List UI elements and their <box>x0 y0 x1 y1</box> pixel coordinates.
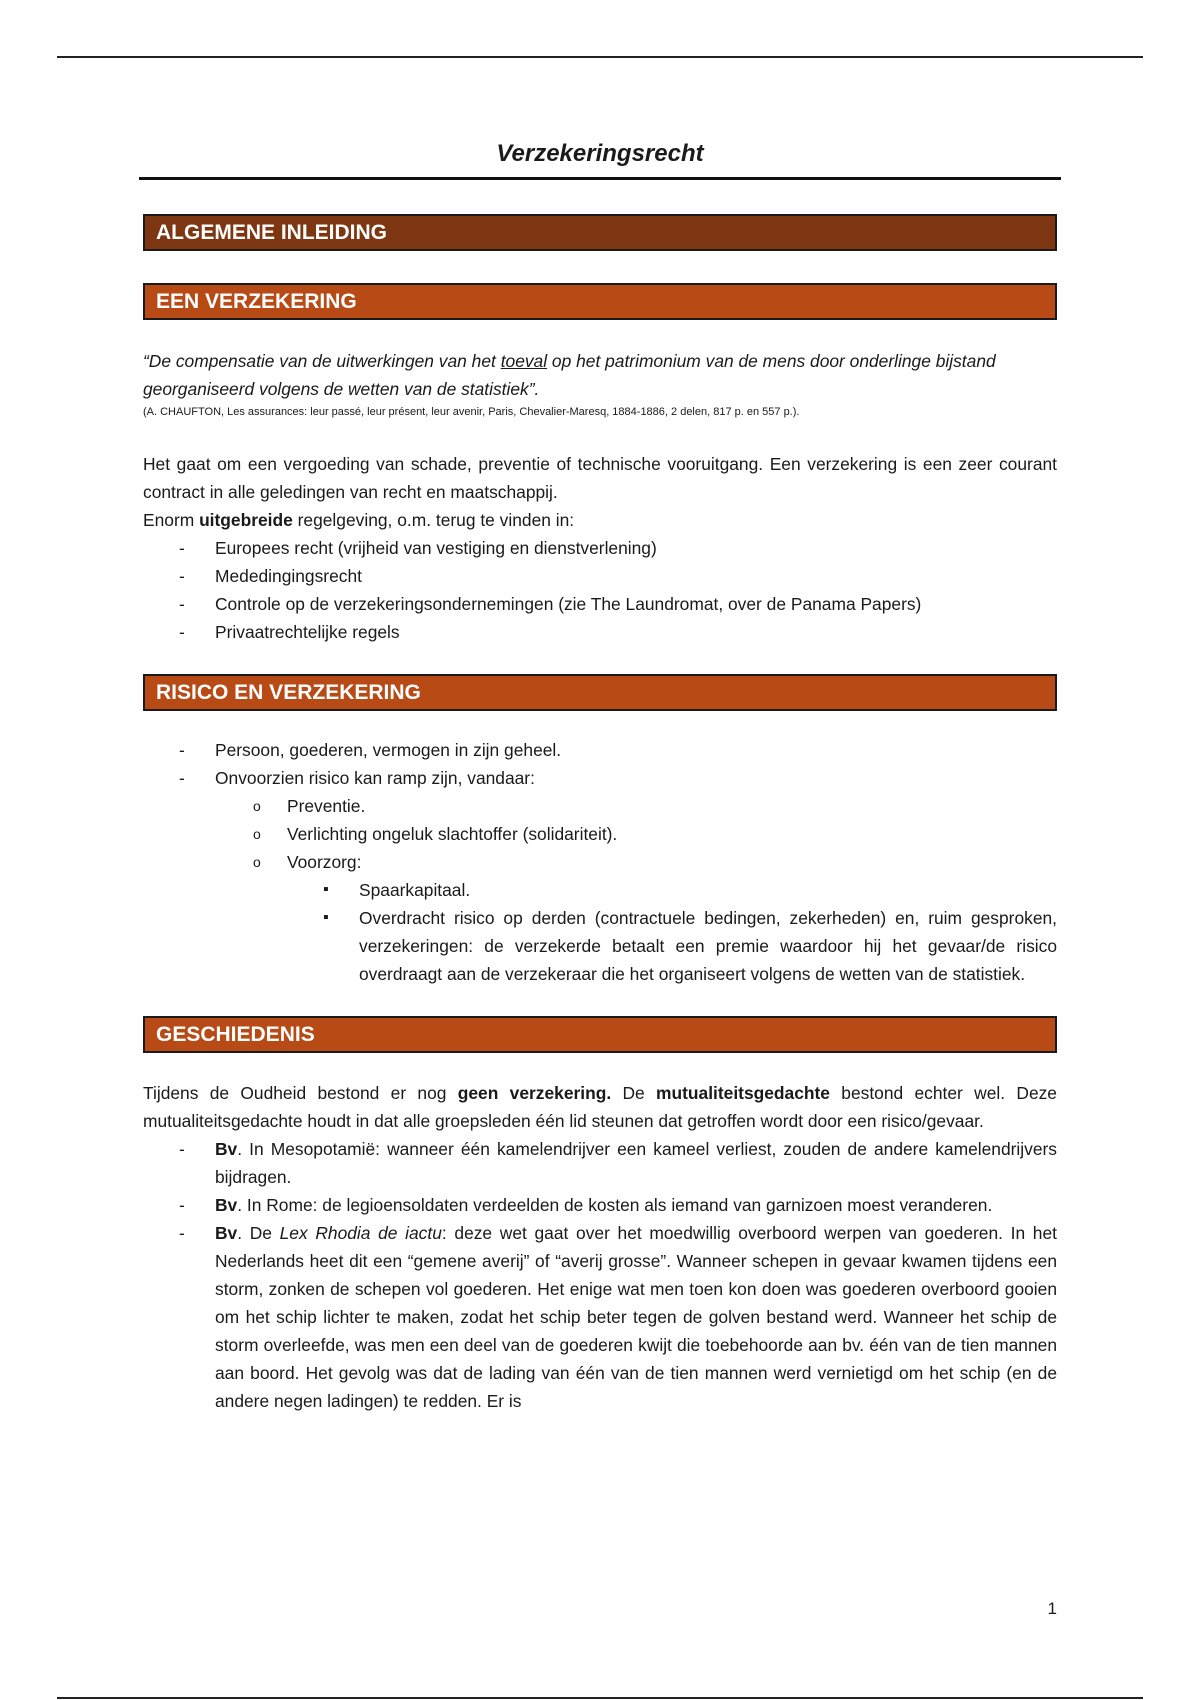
page-number: 1 <box>1047 1599 1057 1618</box>
bold-text: mutualiteitsgedachte <box>656 1083 830 1103</box>
sub-list-item: o Preventie. <box>143 792 1057 820</box>
footer-rule <box>57 1697 1143 1699</box>
quote-source: (A. CHAUFTON, Les assurances: leur passé, leur présent, leur avenir, Paris, Chevalier-Maresq, 1884-1886, 2 delen, 817 p. en 557 p.). <box>143 406 800 418</box>
intro-paragraph: Het gaat om een vergoeding van schade, preventie of technische vooruitgang. Een verzekering is een zeer courant contract in alle geledingen van recht en maatschappij. <box>143 454 1057 502</box>
sub-sub-list-item <box>143 904 1057 988</box>
example-item <box>143 1191 1057 1219</box>
example-text: . In Rome: de legioensoldaten verdeelden de kosten als iemand van garnizoen moest veranderen. <box>237 1195 993 1215</box>
regulation-list <box>143 534 1057 646</box>
italic-law-name: Lex Rhodia de iactu <box>279 1223 442 1243</box>
text: Tijdens de Oudheid bestond er nog <box>143 1083 458 1103</box>
example-item <box>143 1135 1057 1191</box>
heading-een-verzekering: EEN VERZEKERING <box>143 283 1057 320</box>
regulation-paragraph <box>143 506 1057 534</box>
heading-risico-en-verzekering: RISICO EN VERZEKERING <box>143 674 1057 711</box>
text: De <box>611 1083 657 1103</box>
list-item: - Europees recht (vrijheid van vestiging en dienstverlening) <box>143 534 1057 562</box>
history-paragraph <box>143 1079 1057 1135</box>
bv-label: Bv <box>215 1195 238 1215</box>
bv-label: Bv <box>215 1139 238 1159</box>
bold-text: geen verzekering. <box>457 1083 612 1103</box>
bold-text: uitgebreide <box>199 510 293 530</box>
sub-sub-list-item-text: ▪ Spaarkapitaal. <box>359 880 471 900</box>
text: bestond echter wel. Deze mutualiteitsgedachte houdt in dat alle groepsleden één lid steunen dat getroffen wordt door een risico/gevaar. <box>143 1083 1057 1131</box>
quote-part: “De compensatie van de uitwerkingen van het <box>143 351 501 371</box>
list-item: - Persoon, goederen, vermogen in zijn geheel. <box>143 736 1057 764</box>
sub-sub-list-item-text: ▪ Overdracht risico op derden (contractuele bedingen, zekerheden) en, ruim gesproken, verzekeringen: de verzekerde betaalt een premie waardoor hij het gevaar/de risico overdraagt aan de verzekeraar die het organiseert volgens de wetten van de statistiek. <box>359 908 1057 984</box>
page-content <box>143 140 1057 1415</box>
text: regelgeving, o.m. terug te vinden in: <box>292 510 575 530</box>
sub-list-item: o Verlichting ongeluk slachtoffer (solidariteit). <box>143 820 1057 848</box>
text: Enorm <box>143 510 200 530</box>
example-item <box>143 1219 1057 1415</box>
history-examples <box>143 1135 1057 1415</box>
list-item: - Controle op de verzekeringsondernemingen (zie The Laundromat, over de Panama Papers) <box>143 590 1057 618</box>
sub-list <box>215 792 1057 988</box>
list-item-text: Onvoorzien risico kan ramp zijn, vandaar: <box>215 768 535 788</box>
list-item <box>143 764 1057 988</box>
risk-list <box>143 736 1057 988</box>
heading-geschiedenis: GESCHIEDENIS <box>143 1016 1057 1053</box>
header-rule <box>57 56 1143 58</box>
sub-list-item <box>143 848 1057 988</box>
definition-quote <box>143 347 1057 403</box>
sub-list-item-text: Voorzorg: <box>287 852 362 872</box>
example-text: : deze wet gaat over het moedwillig overboord werpen van goederen. In het Nederlands heet dit een “gemene averij” of “averij grosse”. Wanneer schepen in gevaar kwamen tijdens een storm, zonken de schepen vol goederen. Het enige wat men toen kon doen was goederen overboord gooien om het schip lichter te maken, zodat het schip beter tegen de golven bestand werd. Wanneer het schip de storm overleefde, was men een deel van de goederen kwijt die toebehoorde aan bv. één van de tien mannen aan boord. Het gevolg was dat de lading van één van de tien mannen werd vernietigd om het schip (en de andere negen ladingen) te redden. Er is <box>215 1223 1057 1411</box>
example-text: . In Mesopotamië: wanneer één kamelendrijver een kameel verliest, zouden de andere kamelendrijvers bijdragen. <box>215 1139 1057 1187</box>
example-text: . De <box>237 1223 280 1243</box>
list-item: - Mededingingsrecht <box>143 562 1057 590</box>
sub-sub-list-item <box>143 876 1057 904</box>
bv-label: Bv <box>215 1223 238 1243</box>
quote-part: op het patrimonium van de mens door onderlinge bijstand georganiseerd volgens de wetten van de statistiek”. <box>143 351 996 399</box>
list-item: - Privaatrechtelijke regels <box>143 618 1057 646</box>
heading-algemene-inleiding: ALGEMENE INLEIDING <box>143 214 1057 251</box>
sub-sub-list <box>287 876 1057 988</box>
document-title: Verzekeringsrecht <box>139 140 1061 180</box>
quote-underlined-word: toeval <box>500 351 548 371</box>
